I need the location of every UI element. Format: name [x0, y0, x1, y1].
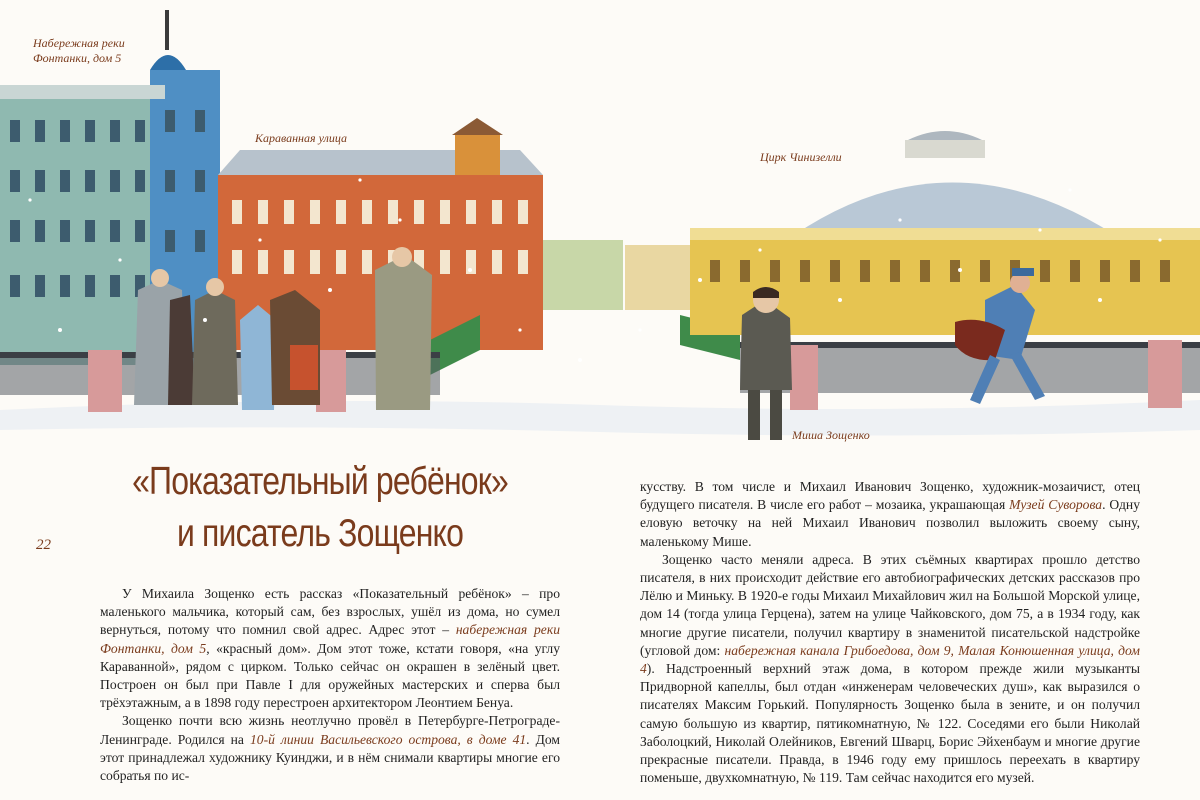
text-span: кусству. В том числе и Михаил Иванович Зощенко, художник-мозаичист, отец будущего писателя. В числе его работ – мозаика, украшающая: [640, 479, 1140, 513]
museum-link-suvorov: Музей Суворова: [1009, 497, 1103, 513]
chapter-title: [40, 456, 600, 560]
text-span: Зощенко почти всю жизнь неотлучно провёл в Петербурге-Петрограде-Ленинграде. Родился на: [100, 713, 560, 747]
address-link-vasilievsky: 10-й линии Васильевского острова, в доме 41: [249, 731, 527, 747]
text-span: . Одну еловую веточку на ней Михаил Иванович позволил выложить своему сыну, маленькому Мише.: [640, 497, 1140, 549]
page-number: 22: [36, 537, 51, 553]
left-paragraph-1: [100, 585, 560, 712]
chapter-title-line1: «Показательный ребёнок»: [132, 460, 508, 503]
caption-fontanka-line2: Фонтанки, дом 5: [33, 51, 122, 65]
left-paragraph-2: [100, 712, 560, 785]
caption-fontanka: [33, 36, 173, 66]
text-span: . Дом этот принадлежал художнику Куинджи, и в нём снимали квартиры многие его собратья по ис-: [100, 731, 560, 784]
right-paragraph-1: [640, 478, 1140, 551]
text-span: ). Надстроенный верхний этаж дома, в котором прежде жили музыканты Придворной капеллы, был отдан «инженерам человеческих душ», как выразился о писателях Максим Горький. Популярность Зощенко была в зените, и он получил самую большую из квартир, пятикомнатную, № 122. Соседями его были Николай Заболоцкий, Николай Олейников, Евгений Шварц, Борис Эйхенбаум и многие другие прекрасные писатели. Правда, в 1946 году ему пришлось переехать в квартиру поменьше, двухкомнатную, № 119. Там сейчас находится его музей.: [640, 661, 1140, 786]
right-paragraph-2: [640, 551, 1140, 788]
chapter-title-line2: и писатель Зощенко: [176, 512, 464, 555]
left-text-column: [100, 585, 560, 785]
address-link-griboedov: набережная канала Грибоедова, дом 9, Малая Конюшенная улица, дом 4: [640, 642, 1140, 677]
caption-misha: Миша Зощенко: [792, 428, 870, 442]
caption-fontanka-line1: Набережная реки: [33, 36, 125, 50]
right-text-column: [640, 478, 1140, 787]
address-link-fontanka: набережная реки Фонтанки, дом 5: [100, 622, 560, 656]
caption-circus: Цирк Чинизелли: [760, 150, 842, 164]
text-span: У Михаила Зощенко есть рассказ «Показательный ребёнок» – про маленького мальчика, который сам, без взрослых, ушёл из дома, но сумел вернуться, потому что помнил свой адрес. Адрес этот –: [100, 586, 560, 638]
caption-karavannaya: Караванная улица: [255, 131, 347, 145]
text-span: , «красный дом». Дом этот тоже, кстати говоря, «на углу Караванной», рядом с цирком. Только сейчас он окрашен в зелёный цвет. Построен он был при Павле I для оружейных мастерских и сперва был трёхэтажным, а в 1898 году перестроен архитектором Леонтием Бенуа.: [100, 640, 560, 711]
text-span: Зощенко часто меняли адреса. В этих съёмных квартирах прошло детство писателя, в них происходит действие его автобиографических детских рассказов про Лёлю и Миньку. В 1920-е годы Михаил Михайлович жил на Большой Морской улице, дом 14 (тогда улица Герцена), затем на улице Чайковского, дом 75, а в 1934 году, как многие другие писатели, получил квартиру в знаменитой писательской надстройке (угловой дом:: [640, 551, 1140, 658]
